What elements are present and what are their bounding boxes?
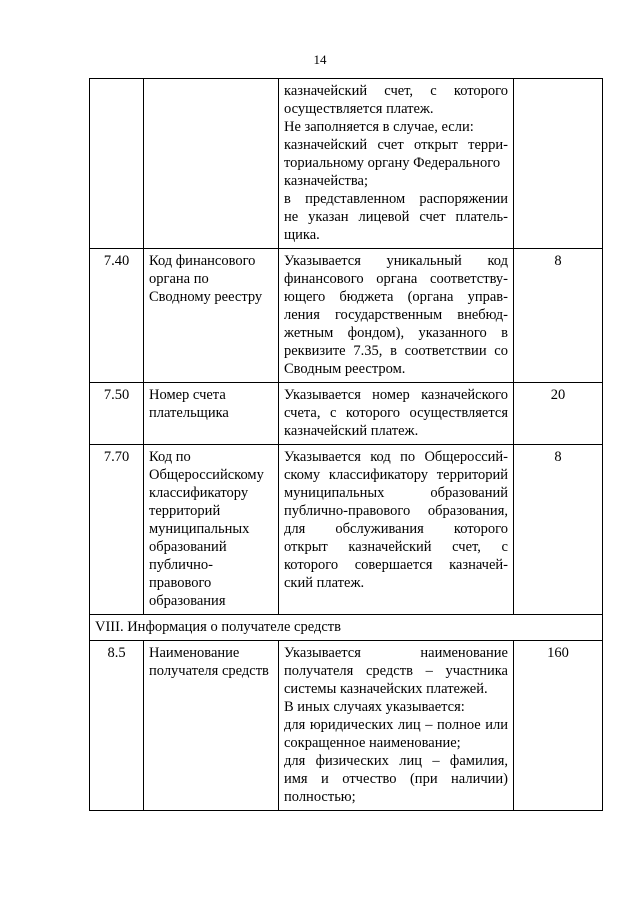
field-name [144, 383, 279, 445]
field-number: 7.70 [90, 445, 144, 615]
description-line: открыт казначейский счет, с [284, 539, 508, 555]
field-name-line: публично- [149, 557, 213, 573]
description-line: казначейства; [284, 173, 368, 189]
description-line: скому классификатору территорий [284, 467, 508, 483]
table-row [90, 249, 603, 383]
description-line: казначейский счет открыт терри- [284, 137, 508, 153]
description-line: щика. [284, 227, 320, 243]
description-line: имя и отчество (при наличии) [284, 771, 508, 787]
field-description [279, 383, 514, 445]
field-name-line: органа по [149, 271, 209, 287]
field-name [144, 79, 279, 249]
field-length: 20 [514, 383, 603, 445]
field-description [279, 249, 514, 383]
field-length: 8 [514, 445, 603, 615]
field-name-line: Номер счета [149, 387, 226, 403]
description-line: не указан лицевой счет платель- [284, 209, 508, 225]
description-line: в представленном распоряжении [284, 191, 508, 207]
field-name-line: плательщика [149, 405, 229, 421]
description-line: получателя средств – участника [284, 663, 508, 679]
description-line: жетным фондом), указанного в [284, 325, 508, 341]
description-line: Указывается номер казначейского [284, 387, 508, 403]
description-line: реквизите 7.35, в соответствии со [284, 343, 508, 359]
field-name-line: территорий [149, 503, 221, 519]
table-row [90, 445, 603, 615]
field-name-line: образования [149, 593, 226, 609]
description-line: счета, с которого осуществляется [284, 405, 508, 421]
field-description [279, 641, 514, 811]
field-name [144, 249, 279, 383]
description-line: осуществляется платеж. [284, 101, 434, 117]
field-number: 7.40 [90, 249, 144, 383]
section-row [90, 615, 603, 641]
field-name-line: Код по [149, 449, 191, 465]
description-line: казначейский счет, с которого [284, 83, 508, 99]
field-name-line: Наименование [149, 645, 240, 661]
description-line: для обслуживания которого [284, 521, 508, 537]
table-body [90, 79, 603, 811]
table-row [90, 383, 603, 445]
description-line: которого совершается казначей- [284, 557, 508, 573]
description-line: Сводным реестром. [284, 361, 406, 377]
field-name [144, 445, 279, 615]
page-number: 14 [313, 52, 327, 67]
field-length [514, 79, 603, 249]
description-line: ториальному органу Федерального [284, 155, 501, 171]
field-number: 7.50 [90, 383, 144, 445]
field-name-line: образований [149, 539, 227, 555]
field-number [90, 79, 144, 249]
description-line: муниципальных образований [284, 485, 508, 501]
description-line: Указывается код по Общероссий- [284, 449, 508, 465]
field-name-line: классификатору [149, 485, 249, 501]
field-name-line: муниципальных [149, 521, 250, 537]
field-length: 160 [514, 641, 603, 811]
description-line: казначейский платеж. [284, 423, 419, 439]
description-line: ский платеж. [284, 575, 365, 591]
field-name-line: правового [149, 575, 212, 591]
field-name-line: Код финансового [149, 253, 256, 269]
description-line: Не заполняется в случае, если: [284, 119, 474, 135]
description-line: для физических лиц – фамилия, [284, 753, 508, 769]
description-line: Указывается наименование [284, 645, 508, 661]
requisites-table [89, 78, 603, 811]
field-length: 8 [514, 249, 603, 383]
field-name-line: Сводному реестру [149, 289, 263, 305]
description-line: сокращенное наименование; [284, 735, 461, 751]
field-number: 8.5 [90, 641, 144, 811]
table-row [90, 79, 603, 249]
description-line: финансового органа соответству- [284, 271, 508, 287]
field-name [144, 641, 279, 811]
description-line: Указывается уникальный код [284, 253, 508, 269]
field-name-line: Общероссийскому [149, 467, 264, 483]
description-line: системы казначейских платежей. [284, 681, 488, 697]
description-line: для юридических лиц – полное или [284, 717, 508, 733]
description-line: публично-правового образования, [284, 503, 508, 519]
section-title: VIII. Информация о получателе средств [90, 615, 603, 641]
field-description [279, 445, 514, 615]
field-name-line: получателя средств [149, 663, 269, 679]
description-line: полностью; [284, 789, 356, 805]
field-description [279, 79, 514, 249]
description-line: ющего бюджета (органа управ- [284, 289, 508, 305]
table-row [90, 641, 603, 811]
description-line: ления государственным внебюд- [284, 307, 508, 323]
description-line: В иных случаях указывается: [284, 699, 465, 715]
